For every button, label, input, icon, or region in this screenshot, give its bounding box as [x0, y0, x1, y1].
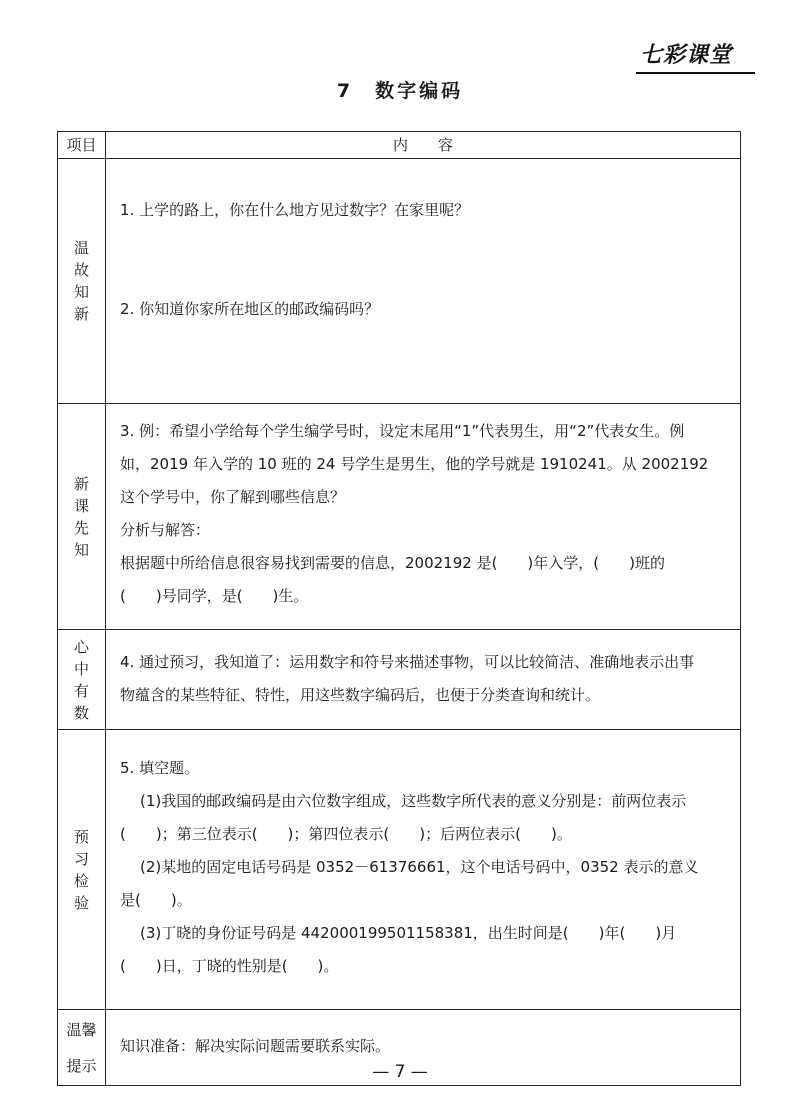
question-1: 1. 上学的路上，你在什么地方见过数字？在家里呢？: [120, 201, 470, 219]
fill-blank-2a: (2)某地的固定电话号码是 0352－61376661，这个电话号码中，0352 表示的意义: [140, 858, 699, 876]
header-item: 项目: [58, 132, 106, 159]
fill-blank-1b: ( )；第三位表示( )；第四位表示( )；后两位表示( )。: [120, 825, 572, 843]
example-line-3: 这个学号中，你了解到哪些信息？: [120, 488, 346, 506]
summary-line-1: 4. 通过预习，我知道了：运用数字和符号来描述事物，可以比较简洁、准确地表示出事: [120, 653, 695, 671]
row-label-preview: 新课先知: [58, 404, 106, 630]
row-content-summary: [106, 630, 741, 730]
table-row-review: [58, 159, 741, 404]
header-content: 内 容: [106, 132, 741, 159]
brand-logo: [640, 42, 755, 74]
answer-line-2: ( )号同学，是( )生。: [120, 587, 309, 605]
fill-blank-3b: ( )日，丁晓的性别是( )。: [120, 957, 339, 975]
example-line-2: 如，2019 年入学的 10 班的 24 号学生是男生，他的学号就是 1910241。从 2002192: [120, 455, 709, 473]
brand-underline: [636, 72, 755, 74]
row-label-tip: 温馨 提示: [58, 1010, 106, 1086]
row-label-review: 温故知新: [58, 159, 106, 404]
table-row-check: [58, 730, 741, 1010]
fill-blank-2b: 是( )。: [120, 891, 192, 909]
analysis-heading: 分析与解答：: [120, 521, 211, 539]
table-row-summary: [58, 630, 741, 730]
row-content-review: [106, 159, 741, 404]
row-content-check: [106, 730, 741, 1010]
page-title: 7 数字编码: [336, 80, 464, 102]
question-2: 2. 你知道你家所在地区的邮政编码吗？: [120, 300, 380, 318]
row-label-check: 预习检验: [58, 730, 106, 1010]
page-number: — 7 —: [372, 1062, 428, 1082]
example-line-1: 3. 例：希望小学给每个学生编学号时，设定末尾用“1”代表男生，用“2”代表女生。例: [120, 422, 685, 440]
brand-text: 七彩课堂: [640, 42, 733, 68]
table-header-row: [58, 132, 741, 159]
content-table: [57, 131, 741, 1086]
row-label-summary: 心中有数: [58, 630, 106, 730]
tip-text: 知识准备：解决实际问题需要联系实际。: [120, 1037, 391, 1055]
fill-blank-3a: (3)丁晓的身份证号码是 442000199501158381，出生时间是( )年( )月: [140, 924, 677, 942]
fill-blank-title: 5. 填空题。: [120, 759, 200, 777]
fill-blank-1a: (1)我国的邮政编码是由六位数字组成，这些数字所代表的意义分别是：前两位表示: [140, 792, 687, 810]
summary-line-2: 物蕴含的某些特征、特性，用这些数字编码后，也便于分类查询和统计。: [120, 686, 601, 704]
table-row-preview: [58, 404, 741, 630]
answer-line-1: 根据题中所给信息很容易找到需要的信息，2002192 是( )年入学，( )班的: [120, 554, 665, 572]
row-content-preview: [106, 404, 741, 630]
